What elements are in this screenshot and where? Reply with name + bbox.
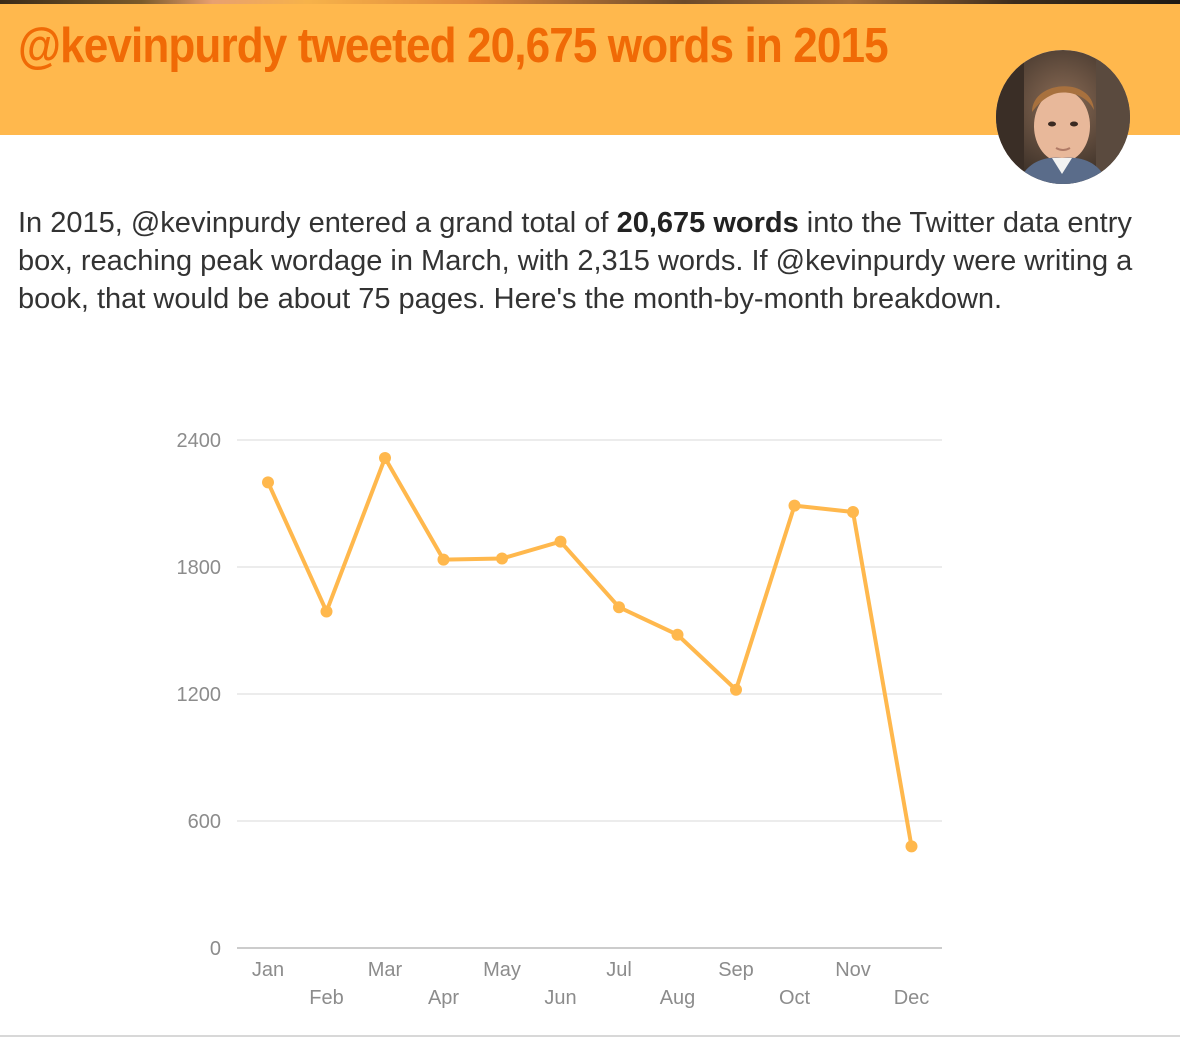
x-tick-label: Sep — [718, 959, 754, 981]
y-tick-label: 0 — [209, 938, 221, 960]
avatar — [996, 50, 1130, 184]
series-line — [268, 458, 912, 846]
x-tick-label: Feb — [309, 987, 344, 1009]
x-tick-label: Apr — [427, 987, 460, 1009]
summary-part-2: into the Twitter data entry box, reaching peak wordage in March, with 2,315 words. If @kevinpurdy were writing a book, that would be about 75 pages. Here's the month-by-month breakdown. — [18, 207, 1133, 315]
chart-svg — [150, 420, 960, 1020]
data-point — [496, 553, 508, 565]
data-point — [672, 629, 684, 641]
x-tick-label: Nov — [835, 959, 871, 981]
x-tick-label: Dec — [893, 987, 930, 1009]
data-point — [847, 506, 859, 518]
y-tick-label: 1800 — [176, 557, 221, 579]
data-point — [906, 840, 918, 852]
data-point — [789, 500, 801, 512]
data-point — [438, 554, 450, 566]
page-title: @kevinpurdy tweeted 20,675 words in 2015 — [18, 19, 888, 73]
x-tick-label: Aug — [659, 987, 696, 1009]
data-point — [555, 536, 567, 548]
y-tick-label: 1200 — [176, 684, 221, 706]
words-per-month-chart — [150, 420, 960, 1020]
y-tick-label: 2400 — [176, 430, 221, 452]
data-point — [730, 684, 742, 696]
x-tick-label: Jan — [251, 959, 285, 981]
x-tick-label: Jun — [544, 987, 577, 1009]
data-point — [379, 452, 391, 464]
x-tick-label: Oct — [778, 987, 811, 1009]
data-point — [613, 601, 625, 613]
summary-text — [18, 204, 1168, 318]
bottom-divider — [0, 1035, 1180, 1037]
x-tick-label: Mar — [367, 959, 403, 981]
data-point — [321, 605, 333, 617]
summary-word-total: 20,675 words — [616, 207, 799, 239]
y-tick-label: 600 — [187, 811, 221, 833]
data-point — [262, 476, 274, 488]
x-tick-label: Jul — [606, 959, 632, 981]
summary-part-1: In 2015, @kevinpurdy entered a grand total of — [18, 207, 617, 239]
x-tick-label: May — [483, 959, 521, 981]
